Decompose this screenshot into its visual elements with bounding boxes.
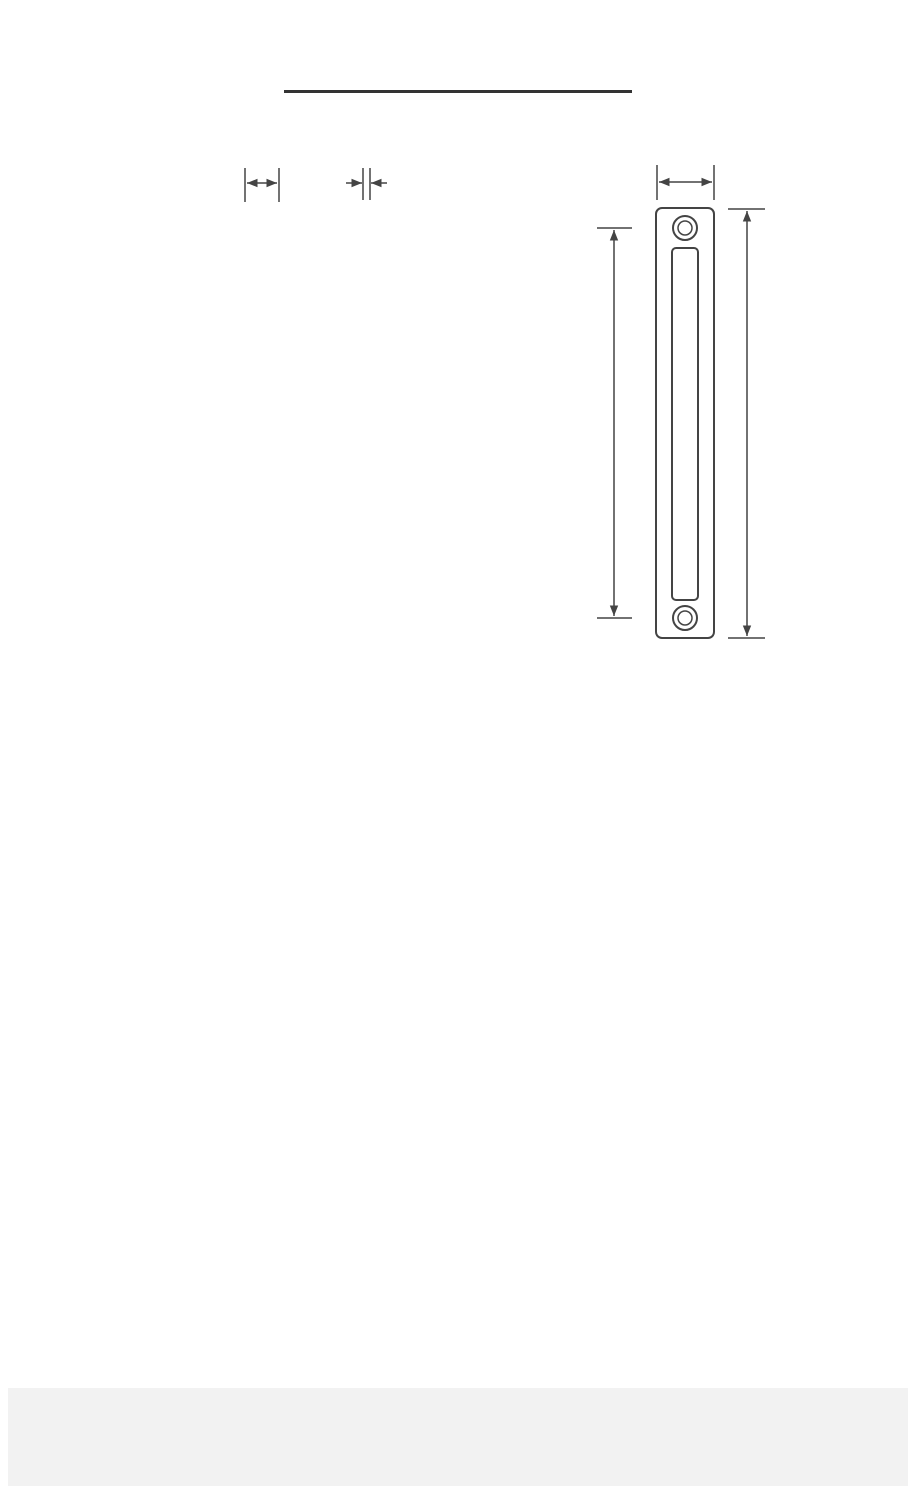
side-view-slot — [672, 248, 698, 600]
notes — [8, 1388, 908, 1486]
radiator-diagram — [0, 0, 916, 700]
